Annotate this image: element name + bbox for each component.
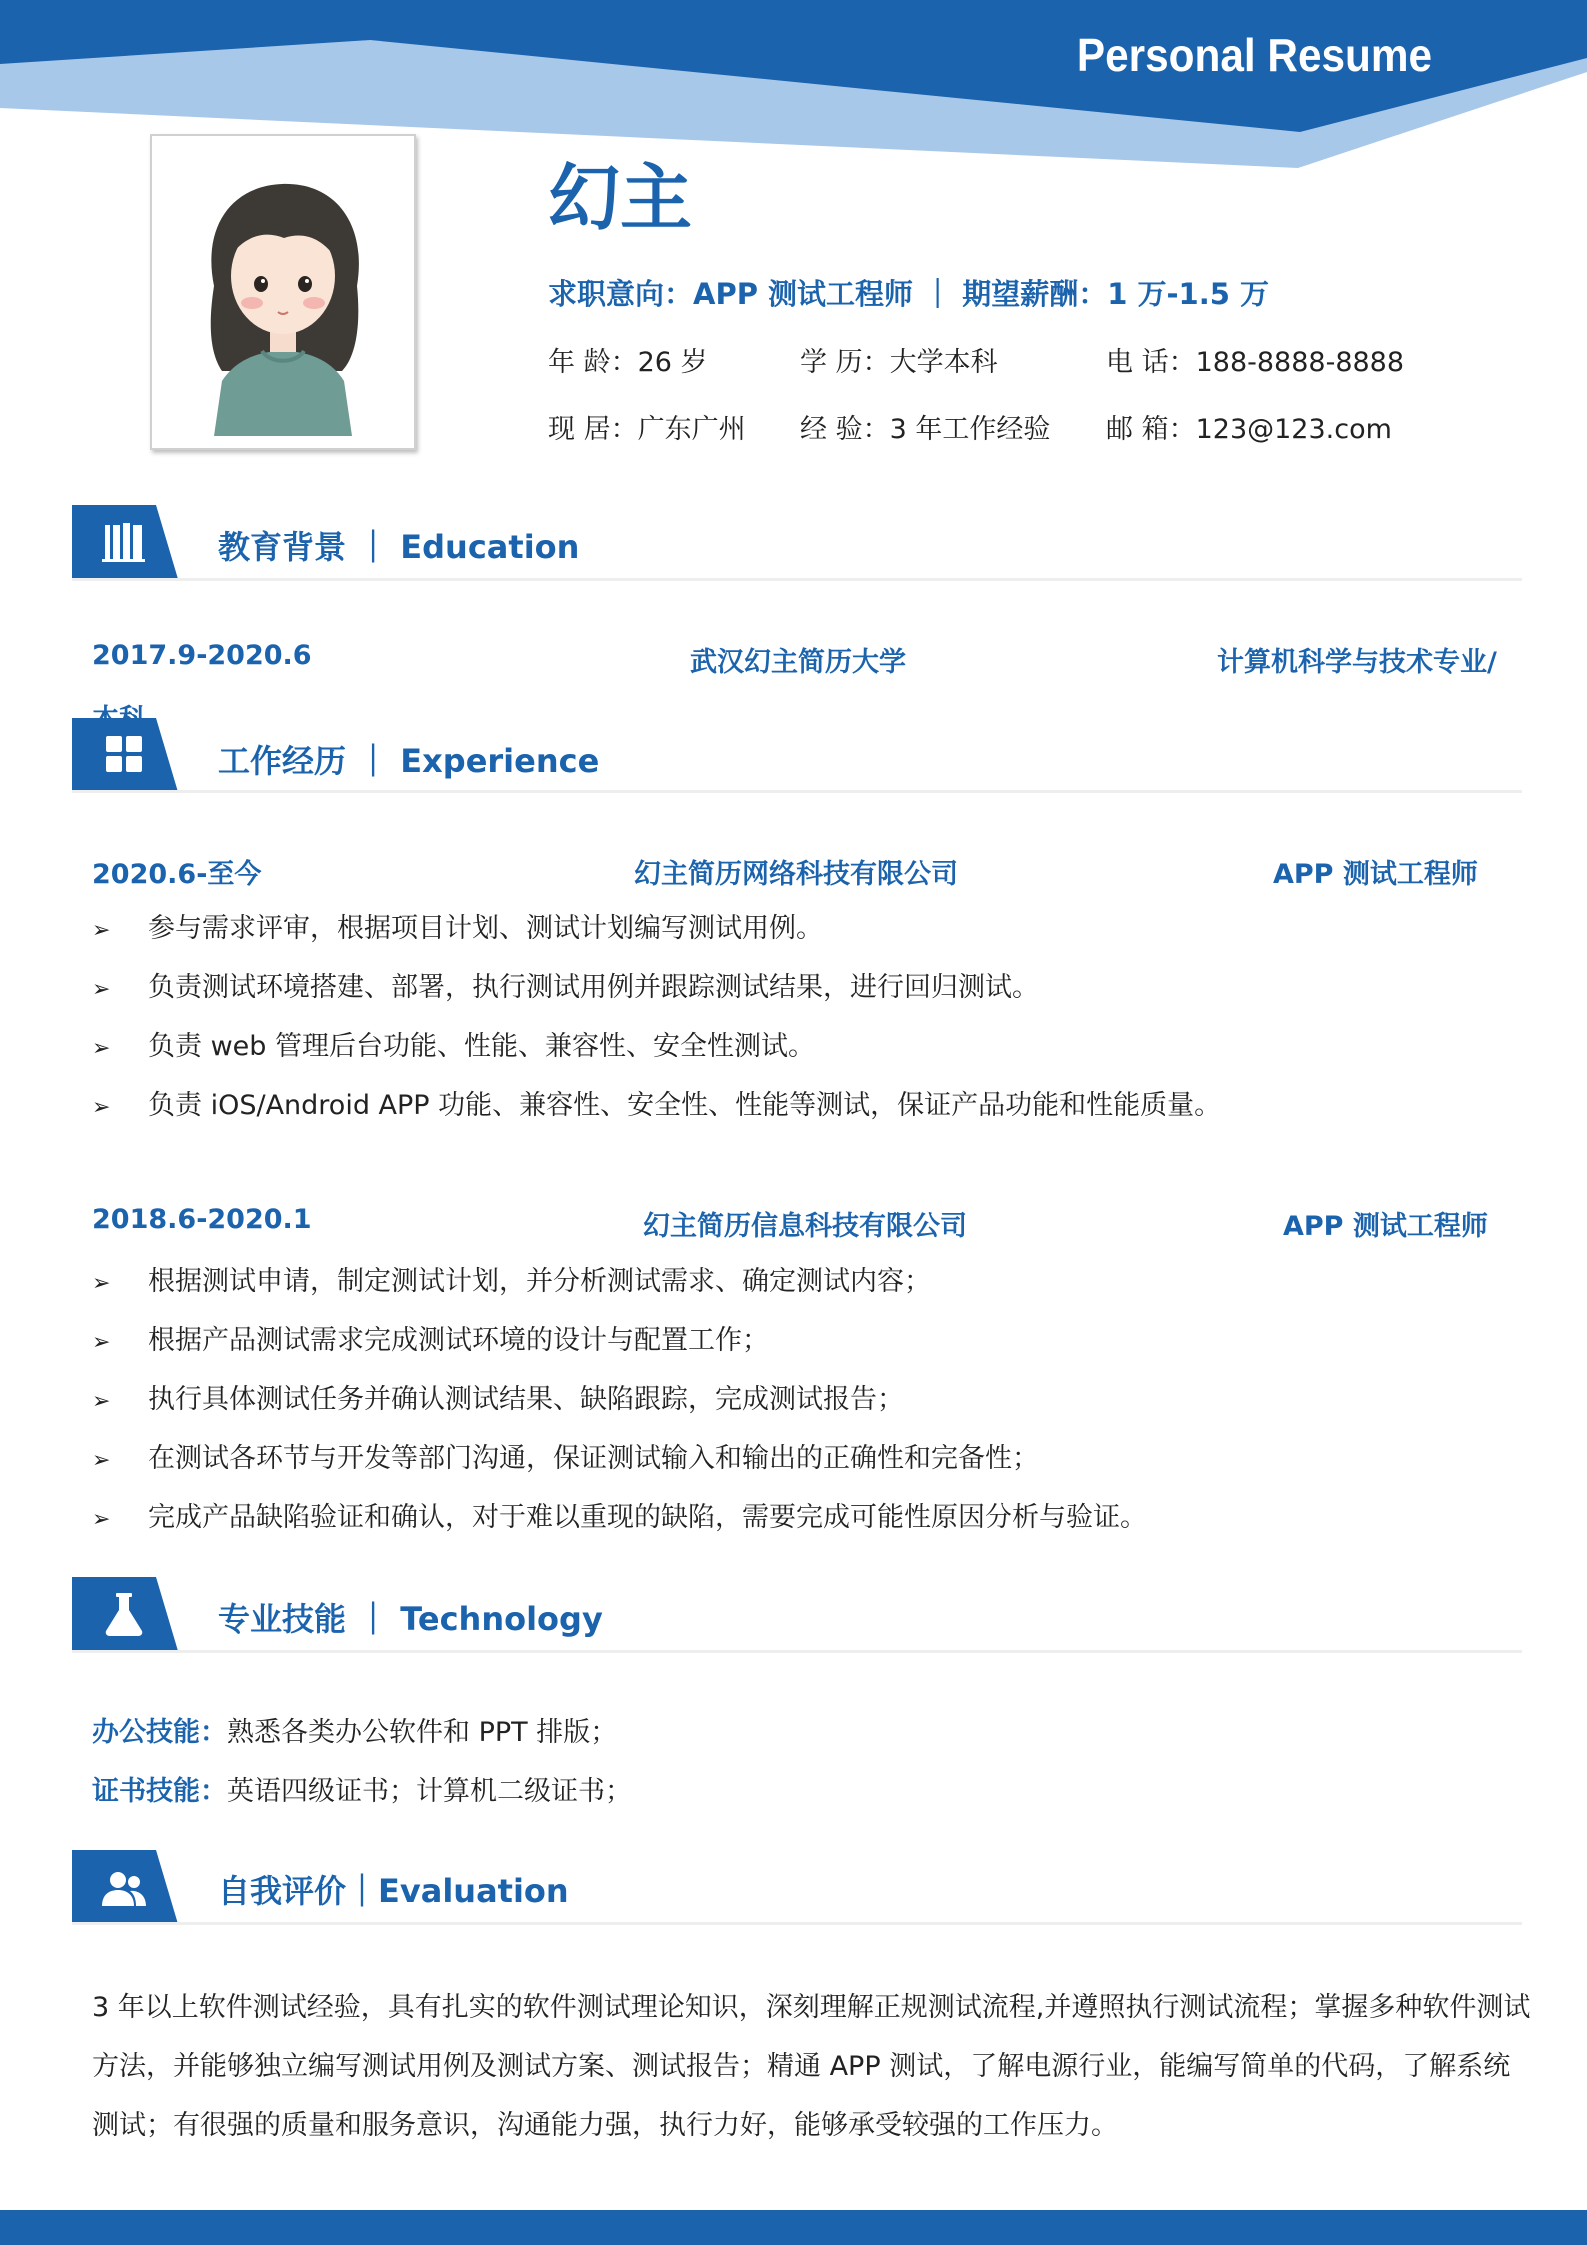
- job-2-duties: [92, 1262, 1147, 1557]
- duty-text: 完成产品缺陷验证和确认，对于难以重现的缺陷，需要完成可能性原因分析与验证。: [148, 1502, 1147, 1533]
- duty-item: [92, 968, 1221, 1027]
- job-1-duties: [92, 909, 1221, 1145]
- phone-field: 电 话：188-8888-8888: [1106, 347, 1405, 378]
- arrow-bullet-icon: ➢: [92, 1271, 111, 1296]
- arrow-bullet-icon: ➢: [92, 977, 111, 1002]
- duty-item: [92, 909, 1221, 968]
- age-field: 年 龄：26 岁: [548, 347, 708, 378]
- arrow-bullet-icon: ➢: [92, 1095, 111, 1120]
- skill-office: [92, 1710, 617, 1749]
- experience-section-title: 工作经历 ｜ Experience: [218, 742, 600, 780]
- arrow-bullet-icon: ➢: [92, 1036, 111, 1061]
- job-1-company: 幻主简历网络科技有限公司: [634, 859, 958, 890]
- arrow-bullet-icon: ➢: [92, 1507, 111, 1532]
- evaluation-divider: [72, 1922, 1522, 1925]
- skill-label: 办公技能：: [92, 1717, 227, 1748]
- duty-text: 在测试各环节与开发等部门沟通，保证测试输入和输出的正确性和完备性；: [148, 1443, 1039, 1474]
- job-intent: 求职意向：APP 测试工程师 ｜ 期望薪酬：1 万-1.5 万: [548, 277, 1270, 311]
- duty-text: 执行具体测试任务并确认测试结果、缺陷跟踪，完成测试报告；: [148, 1384, 904, 1415]
- education-date: 2017.9-2020.6: [92, 640, 312, 671]
- evaluation-section-title: 自我评价｜Evaluation: [218, 1872, 569, 1910]
- education-field: 学 历：大学本科: [800, 347, 998, 378]
- skill-text: 英语四级证书；计算机二级证书；: [227, 1776, 632, 1807]
- evaluation-line: 3 年以上软件测试经验，具有扎实的软件测试理论知识，深刻理解正规测试流程,并遵照执行测试流程；掌握多种软件测试: [92, 1992, 1531, 2023]
- duty-text: 负责 web 管理后台功能、性能、兼容性、安全性测试。: [148, 1031, 815, 1062]
- duty-item: [92, 1086, 1221, 1145]
- technology-section-tab: [72, 1577, 178, 1651]
- education-divider: [72, 578, 1522, 581]
- email-field: 邮 箱：123@123.com: [1106, 414, 1392, 445]
- books-icon: [102, 523, 145, 562]
- arrow-bullet-icon: ➢: [92, 918, 111, 943]
- duty-text: 参与需求评审，根据项目计划、测试计划编写测试用例。: [148, 913, 823, 944]
- duty-text: 负责测试环境搭建、部署，执行测试用例并跟踪测试结果，进行回归测试。: [148, 972, 1039, 1003]
- duty-item: [92, 1321, 1147, 1380]
- avatar: [152, 136, 414, 448]
- job-1-role: APP 测试工程师: [1273, 859, 1478, 890]
- job-2-company: 幻主简历信息科技有限公司: [643, 1211, 967, 1242]
- evaluation-line: 测试；有很强的质量和服务意识，沟通能力强，执行力好，能够承受较强的工作压力。: [92, 2110, 1118, 2141]
- self-evaluation-text: [92, 1978, 1531, 2155]
- duty-text: 根据测试申请，制定测试计划，并分析测试需求、确定测试内容；: [148, 1266, 931, 1297]
- education-section-title: 教育背景 ｜ Education: [218, 528, 580, 566]
- duty-item: [92, 1027, 1221, 1086]
- duty-text: 负责 iOS/Android APP 功能、兼容性、安全性、性能等测试，保证产品功能和性能质量。: [148, 1090, 1222, 1121]
- arrow-bullet-icon: ➢: [92, 1330, 111, 1355]
- technology-divider: [72, 1650, 1522, 1653]
- footer-bar: [0, 2210, 1587, 2245]
- duty-item: [92, 1439, 1147, 1498]
- education-section-tab: [72, 505, 178, 579]
- experience-section-tab: [72, 718, 178, 792]
- technology-section-title: 专业技能 ｜ Technology: [218, 1600, 603, 1638]
- job-1-date: 2020.6-至今: [92, 859, 262, 890]
- skill-text: 熟悉各类办公软件和 PPT 排版；: [227, 1717, 618, 1748]
- duty-item: [92, 1380, 1147, 1439]
- duty-text: 根据产品测试需求完成测试环境的设计与配置工作；: [148, 1325, 769, 1356]
- experience-years-field: 经 验：3 年工作经验: [800, 414, 1051, 445]
- duty-item: [92, 1498, 1147, 1557]
- residence-field: 现 居：广东广州: [548, 414, 746, 445]
- evaluation-section-tab: [72, 1850, 178, 1924]
- arrow-bullet-icon: ➢: [92, 1448, 111, 1473]
- duty-item: [92, 1262, 1147, 1321]
- candidate-name: 幻主: [548, 156, 693, 240]
- arrow-bullet-icon: ➢: [92, 1389, 111, 1414]
- education-major: 计算机科学与技术专业/: [1217, 647, 1497, 678]
- profile-photo: [150, 134, 416, 450]
- skill-certificate: [92, 1769, 632, 1808]
- education-school: 武汉幻主简历大学: [690, 647, 906, 678]
- experience-divider: [72, 790, 1522, 793]
- evaluation-line: 方法，并能够独立编写测试用例及测试方案、测试报告；精通 APP 测试，了解电源行业，能编写简单的代码，了解系统: [92, 2051, 1511, 2082]
- skill-label: 证书技能：: [92, 1776, 227, 1807]
- resume-title: Personal Resume: [1076, 29, 1432, 81]
- job-2-date: 2018.6-2020.1: [92, 1204, 312, 1235]
- job-2-role: APP 测试工程师: [1283, 1211, 1488, 1242]
